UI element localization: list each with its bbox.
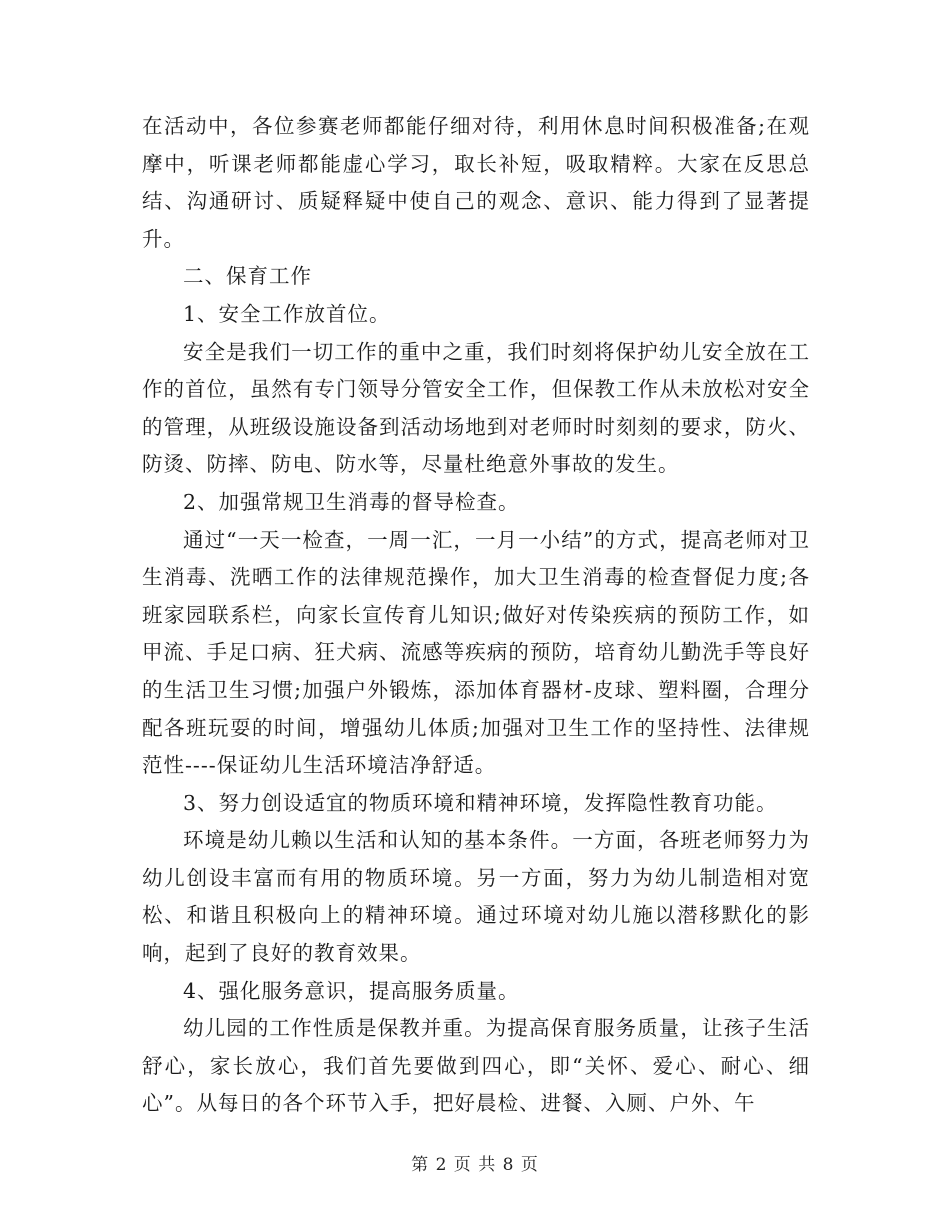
- section-heading: 二、保育工作: [183, 264, 312, 289]
- subsection-heading: 4、强化服务意识，提高服务质量。: [183, 978, 520, 1003]
- subsection-heading: 1、安全工作放首位。: [183, 301, 391, 326]
- page-footer: [0, 1150, 950, 1175]
- page-number: 第 2 页 共 8 页: [411, 1155, 539, 1175]
- paragraph: 通过“一天一检查，一周一汇，一月一小结”的方式，提高老师对卫生消毒、洗晒工作的法律规范操作，加大卫生消毒的检查督促力度;各班家园联系栏，向家长宣传育儿知识;做好对传染疾病的预防工作，如甲流、手足口病、狂犬病、流感等疾病的预防，培育幼儿勤洗手等良好的生活卫生习惯;加强户外锻炼，添加体育器材-皮球、塑料圈，合理分配各班玩耍的时间，增强幼儿体质;加强对卫生工作的坚持性、法律规范性----保证幼儿生活环境洁净舒适。: [142, 527, 810, 778]
- document-body: [142, 108, 810, 1123]
- paragraph: 安全是我们一切工作的重中之重，我们时刻将保护幼儿安全放在工作的首位，虽然有专门领导分管安全工作，但保教工作从未放松对安全的管理，从班级设施设备到活动场地到对老师时时刻刻的要求，防火、防烫、防摔、防电、防水等，尽量杜绝意外事故的发生。: [142, 339, 810, 477]
- paragraph: 在活动中，各位参赛老师都能仔细对待，利用休息时间积极准备;在观摩中，听课老师都能虚心学习，取长补短，吸取精粹。大家在反思总结、沟通研讨、质疑释疑中使自己的观念、意识、能力得到了显著提升。: [142, 114, 810, 251]
- paragraph: 幼儿园的工作性质是保教并重。为提高保育服务质量，让孩子生活舒心，家长放心，我们首先要做到四心，即“关怀、爱心、耐心、细心”。从每日的各个环节入手，把好晨检、进餐、入厕、户外、午: [142, 1016, 810, 1116]
- paragraph: 环境是幼儿赖以生活和认知的基本条件。一方面，各班老师努力为幼儿创设丰富而有用的物质环境。另一方面，努力为幼儿制造相对宽松、和谐且积极向上的精神环境。通过环境对幼儿施以潜移默化的影响，起到了良好的教育效果。: [142, 828, 810, 966]
- subsection-heading: 3、努力创设适宜的物质环境和精神环境，发挥隐性教育功能。: [183, 790, 778, 815]
- subsection-heading: 2、加强常规卫生消毒的督导检查。: [183, 489, 520, 514]
